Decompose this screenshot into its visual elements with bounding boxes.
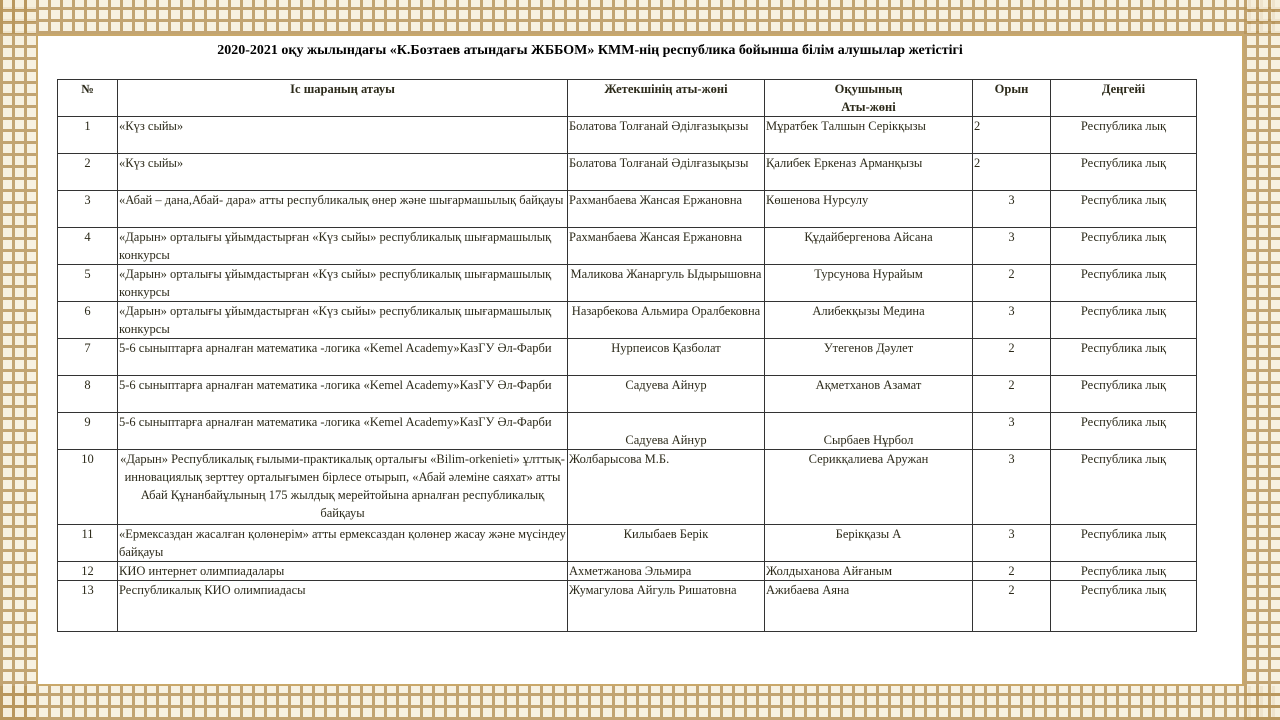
cell-level: Республика лық	[1051, 302, 1197, 339]
cell-event: «Дарын» орталығы ұйымдастырған «Күз сыйы» республикалық шығармашылық конкурсы	[118, 228, 568, 265]
cell-event: «Абай – дана,Абай- дара» атты республикалық өнер және шығармашылық байқауы	[118, 191, 568, 228]
cell-num: 4	[58, 228, 118, 265]
cell-supervisor: Садуева Айнур	[568, 376, 765, 413]
cell-student: Мұратбек Талшын Серікқызы	[765, 117, 973, 154]
cell-student: Серикқалиева Аружан	[765, 450, 973, 525]
cell-place: 3	[973, 191, 1051, 228]
cell-place: 2	[973, 562, 1051, 581]
header-num: №	[58, 80, 118, 117]
table-row	[58, 339, 1197, 376]
cell-num: 2	[58, 154, 118, 191]
table-row	[58, 525, 1197, 562]
cell-event: 5-6 сыныптарға арналған математика -логика «Kemel Academy»КазГУ Әл-Фарби	[118, 413, 568, 450]
cell-level: Республика лық	[1051, 450, 1197, 525]
cell-supervisor: Ахметжанова Эльмира	[568, 562, 765, 581]
cell-student: Қалибек Еркеназ Арманқызы	[765, 154, 973, 191]
table-row	[58, 562, 1197, 581]
cell-num: 9	[58, 413, 118, 450]
cell-event: КИО интернет олимпиадалары	[118, 562, 568, 581]
cell-num: 13	[58, 581, 118, 632]
border-top	[0, 0, 1280, 34]
page-title: 2020-2021 оқу жылындағы «К.Бозтаев атындағы ЖББОМ» КММ-нің республика бойынша білім алушылар жетістігі	[217, 43, 963, 58]
border-right	[1244, 0, 1280, 720]
cell-event: «Ермексаздан жасалған қолөнерім» атты ермексаздан қолөнер жасау және мүсіндеу байқауы	[118, 525, 568, 562]
table-row	[58, 450, 1197, 525]
cell-event: «Дарын» орталығы ұйымдастырған «Күз сыйы» республикалық шығармашылық конкурсы	[118, 302, 568, 339]
cell-supervisor: Килыбаев Берік	[568, 525, 765, 562]
cell-level: Республика лық	[1051, 525, 1197, 562]
table-row	[58, 413, 1197, 450]
cell-level: Республика лық	[1051, 228, 1197, 265]
cell-num: 5	[58, 265, 118, 302]
cell-level: Республика лық	[1051, 376, 1197, 413]
header-supervisor: Жетекшінің аты-жөні	[568, 80, 765, 117]
cell-supervisor: Маликова Жанаргуль Ыдырышовна	[568, 265, 765, 302]
cell-supervisor: Рахманбаева Жансая Ержановна	[568, 191, 765, 228]
cell-num: 8	[58, 376, 118, 413]
cell-student: Құдайбергенова Айсана	[765, 228, 973, 265]
cell-place: 3	[973, 525, 1051, 562]
cell-supervisor: Жумагулова Айгуль Ришатовна	[568, 581, 765, 632]
cell-level: Республика лық	[1051, 154, 1197, 191]
cell-level: Республика лық	[1051, 562, 1197, 581]
table-row	[58, 228, 1197, 265]
table-row	[58, 154, 1197, 191]
border-left	[0, 0, 36, 720]
cell-student: Көшенова Нурсулу	[765, 191, 973, 228]
cell-supervisor: Нурпеисов Қазболат	[568, 339, 765, 376]
border-bottom	[0, 686, 1280, 720]
cell-place: 2	[973, 154, 1051, 191]
cell-supervisor: Рахманбаева Жансая Ержановна	[568, 228, 765, 265]
cell-num: 12	[58, 562, 118, 581]
table-row	[58, 302, 1197, 339]
cell-event: «Дарын» орталығы ұйымдастырған «Күз сыйы» республикалық шығармашылық конкурсы	[118, 265, 568, 302]
cell-supervisor: Болатова Толғанай Әділғазықызы	[568, 154, 765, 191]
header-student	[765, 80, 973, 117]
cell-place: 3	[973, 228, 1051, 265]
cell-level: Республика лық	[1051, 581, 1197, 632]
cell-supervisor: Садуева Айнур	[568, 413, 765, 450]
cell-student: Турсунова Нурайым	[765, 265, 973, 302]
cell-place: 2	[973, 265, 1051, 302]
cell-event: «Күз сыйы»	[118, 154, 568, 191]
cell-supervisor: Назарбекова Альмира Оралбековна	[568, 302, 765, 339]
cell-place: 2	[973, 339, 1051, 376]
header-event: Іс шараның атауы	[118, 80, 568, 117]
cell-place: 3	[973, 450, 1051, 525]
table-row	[58, 265, 1197, 302]
cell-supervisor: Болатова Толғанай Әділғазықызы	[568, 117, 765, 154]
cell-place: 2	[973, 117, 1051, 154]
cell-level: Республика лық	[1051, 265, 1197, 302]
cell-num: 7	[58, 339, 118, 376]
header-student-line2: Аты-жөні	[841, 100, 896, 114]
cell-level: Республика лық	[1051, 191, 1197, 228]
cell-student: Жолдыханова Айғаным	[765, 562, 973, 581]
achievements-table	[57, 79, 1197, 632]
cell-num: 1	[58, 117, 118, 154]
cell-student: Сырбаев Нұрбол	[765, 413, 973, 450]
table-row	[58, 191, 1197, 228]
cell-place: 3	[973, 413, 1051, 450]
cell-num: 6	[58, 302, 118, 339]
table-row	[58, 581, 1197, 632]
cell-level: Республика лық	[1051, 413, 1197, 450]
cell-num: 10	[58, 450, 118, 525]
cell-event: 5-6 сыныптарға арналған математика -логика «Kemel Academy»КазГУ Әл-Фарби	[118, 339, 568, 376]
cell-level: Республика лық	[1051, 117, 1197, 154]
cell-student: Ақметханов Азамат	[765, 376, 973, 413]
cell-student: Утегенов Дәулет	[765, 339, 973, 376]
header-student-line1: Оқушының	[834, 82, 903, 96]
cell-supervisor: Жолбарысова М.Б.	[568, 450, 765, 525]
cell-num: 11	[58, 525, 118, 562]
cell-student: Алибекқызы Медина	[765, 302, 973, 339]
cell-place: 3	[973, 302, 1051, 339]
table-header-row	[58, 80, 1197, 117]
cell-event: «Дарын» Республикалық ғылыми-практикалық орталығы «Bilim-orkenieti» ұлттық-инновациялық зерттеу орталығымен бірлесе отырып, «Абай әлеміне саяхат» атты Абай Құнанбайұлының 175 жылдық мерейтойына арналған республикалық байқауы	[118, 450, 568, 525]
cell-event: «Күз сыйы»	[118, 117, 568, 154]
header-place: Орын	[973, 80, 1051, 117]
table-row	[58, 376, 1197, 413]
cell-num: 3	[58, 191, 118, 228]
cell-level: Республика лық	[1051, 339, 1197, 376]
table-row	[58, 117, 1197, 154]
cell-student: Берікқазы А	[765, 525, 973, 562]
cell-place: 2	[973, 376, 1051, 413]
cell-event: Республикалық КИО олимпиадасы	[118, 581, 568, 632]
header-level: Деңгейі	[1051, 80, 1197, 117]
cell-student: Ажибаева Аяна	[765, 581, 973, 632]
cell-place: 2	[973, 581, 1051, 632]
cell-event: 5-6 сыныптарға арналған математика -логика «Kemel Academy»КазГУ Әл-Фарби	[118, 376, 568, 413]
